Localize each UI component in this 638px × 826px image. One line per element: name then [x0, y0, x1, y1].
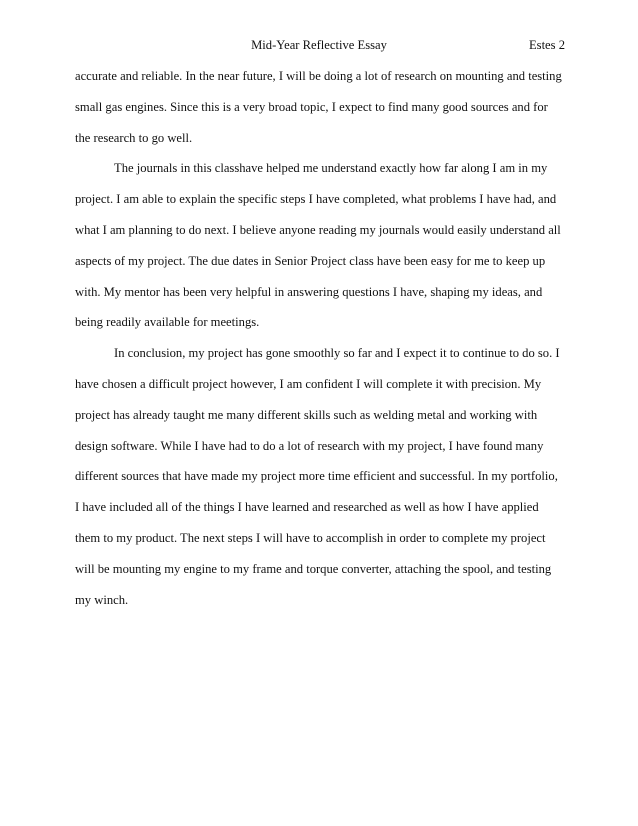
text-line: will be mounting my engine to my frame and torque converter, attaching the spool, and testing: [75, 561, 552, 576]
page-header: [0, 37, 638, 53]
text-line: being readily available for meetings.: [75, 315, 260, 330]
text-line: project. I am able to explain the specific steps I have completed, what problems I have had, and: [75, 192, 557, 207]
text-line: with. My mentor has been very helpful in answering questions I have, shaping my ideas, and: [75, 284, 543, 299]
text-line: the research to go well.: [75, 130, 193, 145]
text-line: what I am planning to do next. I believe anyone reading my journals would easily understand all: [75, 222, 561, 237]
paragraph-2: [75, 160, 565, 345]
paragraph-3: [75, 345, 565, 622]
essay-body: [75, 68, 565, 622]
paragraph-1: [75, 68, 565, 160]
text-line: In conclusion, my project has gone smoothly so far and I expect it to continue to do so. I: [114, 346, 560, 361]
text-line: I have included all of the things I have learned and researched as well as how I have applied: [75, 500, 539, 515]
running-title: Mid-Year Reflective Essay: [251, 38, 387, 52]
text-line: small gas engines. Since this is a very broad topic, I expect to find many good sources and for: [75, 99, 548, 114]
text-line: accurate and reliable. In the near future, I will be doing a lot of research on mounting and testing: [75, 69, 562, 83]
text-line: have chosen a difficult project however, I am confident I will complete it with precision. My: [75, 376, 542, 391]
text-line: aspects of my project. The due dates in Senior Project class have been easy for me to keep up: [75, 253, 546, 268]
text-line: them to my product. The next steps I will have to accomplish in order to complete my project: [75, 530, 546, 545]
text-line: The journals in this classhave helped me understand exactly how far along I am in my: [114, 161, 548, 176]
text-line: different sources that have made my project more time efficient and successful. In my portfolio,: [75, 469, 558, 484]
page-number: Estes 2: [528, 38, 565, 52]
text-line: design software. While I have had to do a lot of research with my project, I have found many: [75, 438, 544, 453]
text-line: project has already taught me many different skills such as welding metal and working with: [75, 407, 538, 422]
text-line: my winch.: [75, 592, 129, 607]
